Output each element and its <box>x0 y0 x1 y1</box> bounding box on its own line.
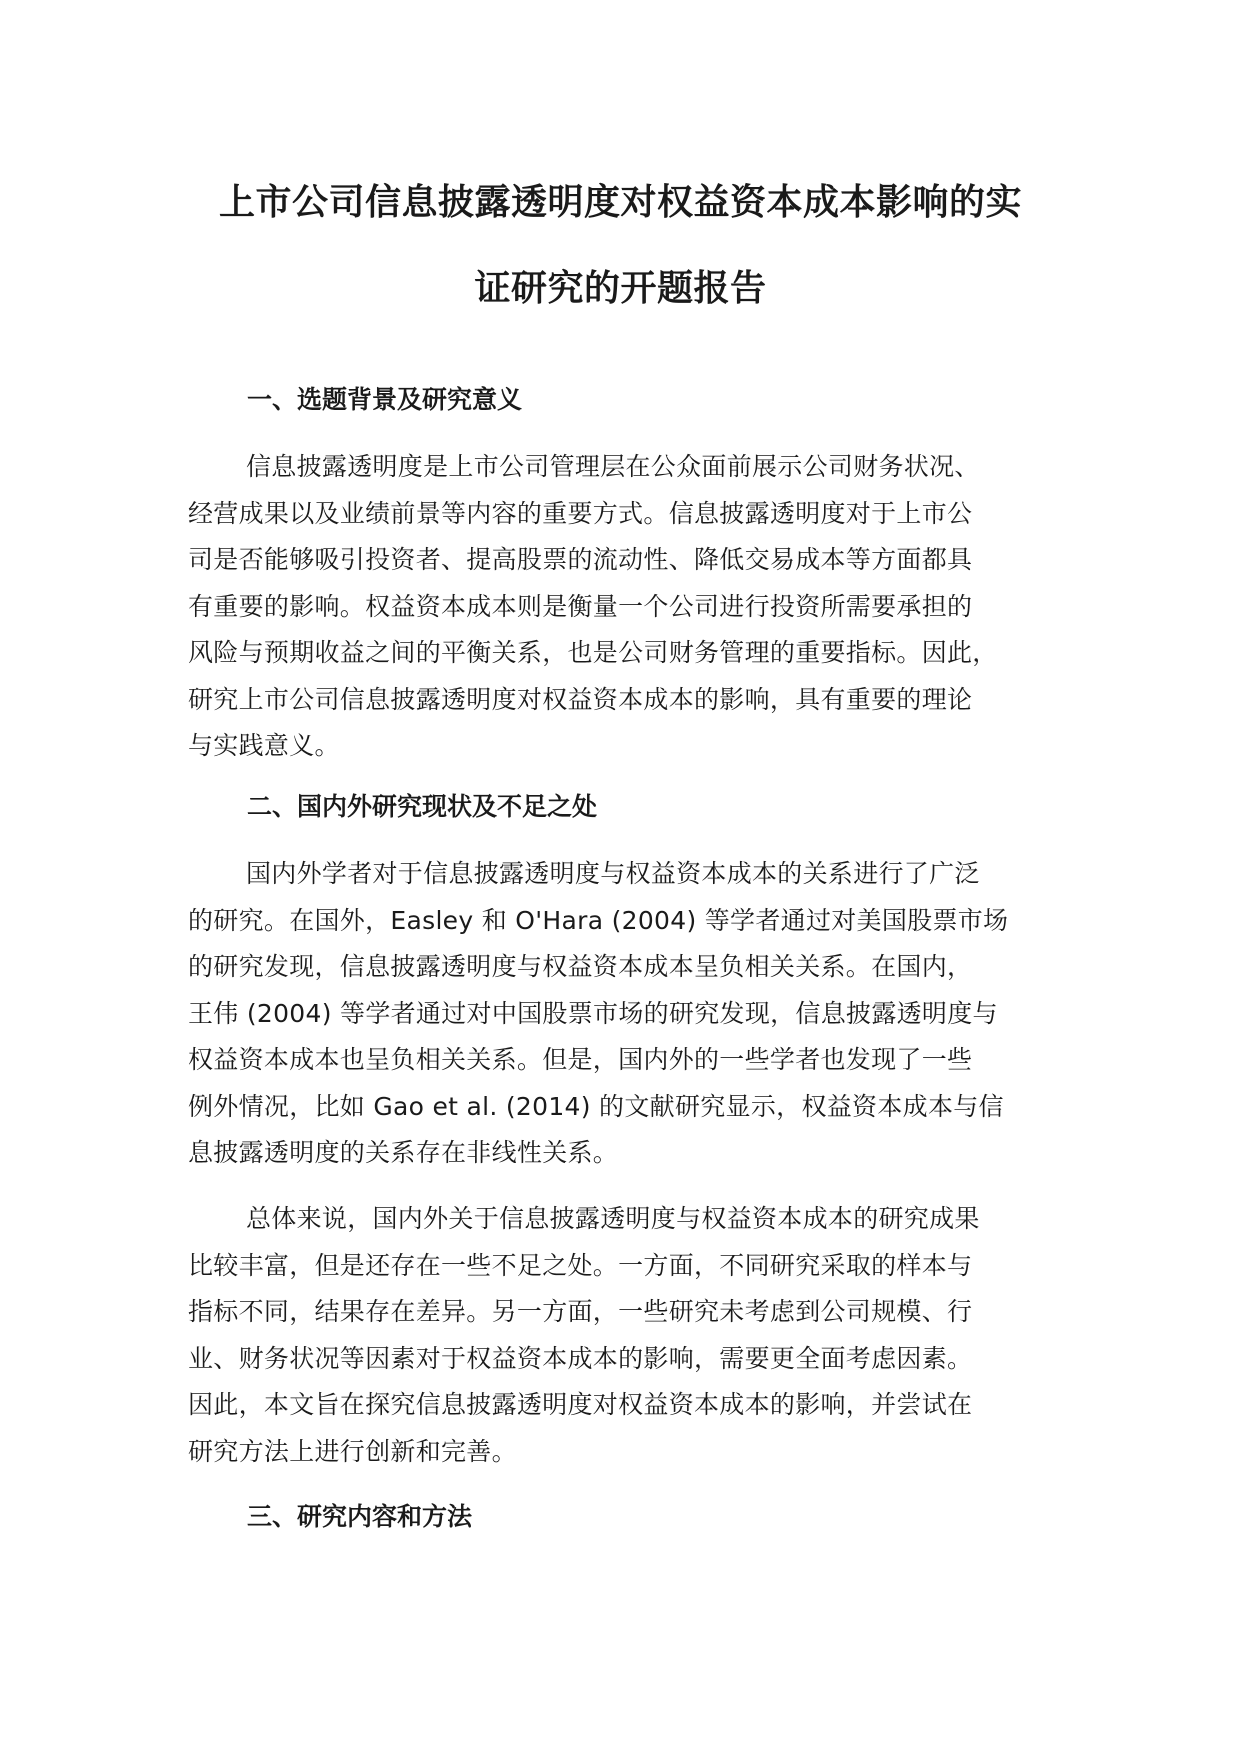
paragraph-line: 有重要的影响。权益资本成本则是衡量一个公司进行投资所需要承担的 <box>188 591 973 621</box>
paragraph-line: 信息披露透明度是上市公司管理层在公众面前展示公司财务状况、 <box>246 452 980 481</box>
paragraph-literature <box>188 851 1088 1177</box>
paragraph-line: 与实践意义。 <box>188 731 340 760</box>
paragraph-line: 风险与预期收益之间的平衡关系，也是公司财务管理的重要指标。因此， <box>188 638 998 667</box>
paragraph-line: 的研究发现，信息披露透明度与权益资本成本呈负相关关系。在国内， <box>188 952 973 981</box>
section-heading-3: 三、研究内容和方法 <box>247 1502 473 1531</box>
paragraph-background <box>188 444 1088 770</box>
paragraph-line: 的研究。在国外，Easley 和 O'Hara (2004) 等学者通过对美国股票市场 <box>188 905 1009 935</box>
paragraph-line: 指标不同，结果存在差异。另一方面，一些研究未考虑到公司规模、行 <box>188 1297 973 1326</box>
paragraph-line: 司是否能够吸引投资者、提高股票的流动性、降低交易成本等方面都具 <box>188 545 973 574</box>
paragraph-line: 因此，本文旨在探究信息披露透明度对权益资本成本的影响，并尝试在 <box>188 1390 973 1419</box>
document-title-line-2: 证研究的开题报告 <box>474 268 767 309</box>
section-heading-1: 一、选题背景及研究意义 <box>247 385 523 414</box>
paragraph-shortcomings <box>188 1196 1088 1475</box>
paragraph-line: 息披露透明度的关系存在非线性关系。 <box>188 1138 619 1167</box>
section-heading-2: 二、国内外研究现状及不足之处 <box>247 792 598 821</box>
paragraph-line: 总体来说，国内外关于信息披露透明度与权益资本成本的研究成果 <box>246 1204 980 1233</box>
paragraph-line: 业、财务状况等因素对于权益资本成本的影响，需要更全面考虑因素。 <box>188 1343 973 1373</box>
paragraph-line: 国内外学者对于信息披露透明度与权益资本成本的关系进行了广泛 <box>246 859 980 888</box>
paragraph-line: 比较丰富，但是还存在一些不足之处。一方面，不同研究采取的样本与 <box>188 1250 973 1280</box>
paragraph-line: 权益资本成本也呈负相关关系。但是，国内外的一些学者也发现了一些 <box>188 1045 973 1074</box>
paragraph-line: 例外情况，比如 Gao et al. (2014) 的文献研究显示，权益资本成本与信 <box>188 1091 1004 1121</box>
paragraph-line: 研究方法上进行创新和完善。 <box>188 1436 517 1466</box>
paragraph-line: 研究上市公司信息披露透明度对权益资本成本的影响，具有重要的理论 <box>188 684 973 714</box>
document-title-line-1: 上市公司信息披露透明度对权益资本成本影响的实 <box>218 182 1022 223</box>
paragraph-line: 王伟 (2004) 等学者通过对中国股票市场的研究发现，信息披露透明度与 <box>188 998 998 1028</box>
paragraph-line: 经营成果以及业绩前景等内容的重要方式。信息披露透明度对于上市公 <box>188 498 973 528</box>
